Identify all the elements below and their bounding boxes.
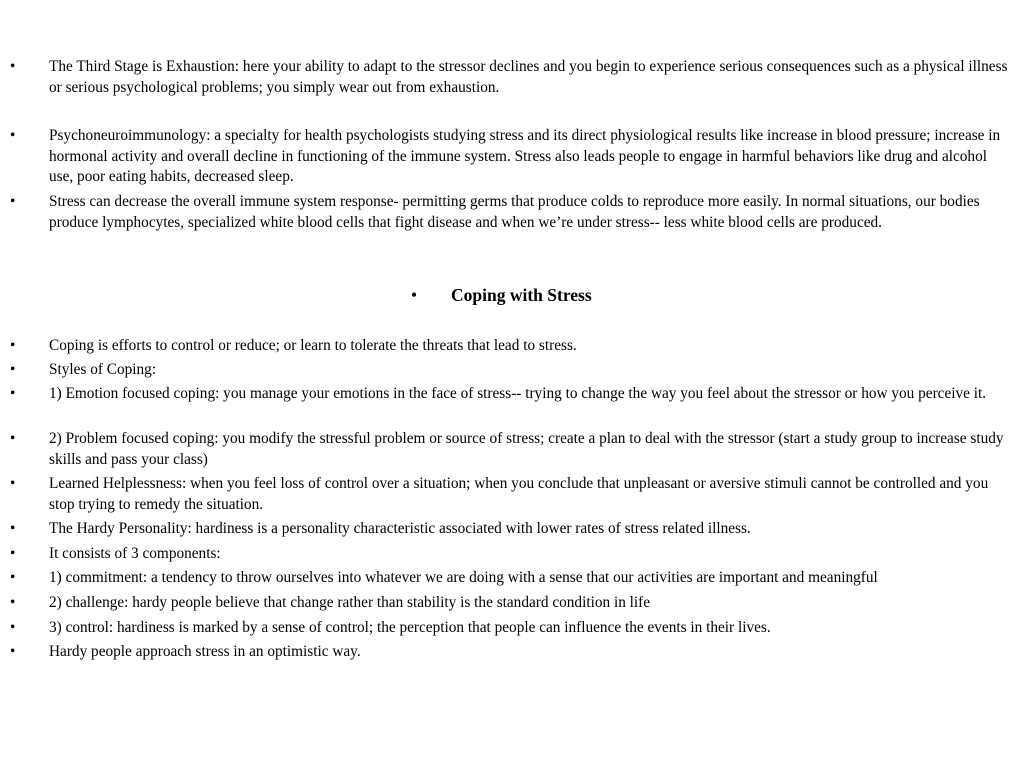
list-item-text: 2) Problem focused coping: you modify the stressful problem or source of stress; create a plan to deal with the stressor (start a study group to increase study skills and pass your class): [49, 430, 1004, 468]
bullet: •: [10, 594, 16, 611]
bullet: •: [10, 569, 16, 586]
bullet: •: [10, 475, 16, 492]
bullet: •: [10, 643, 16, 660]
bullet: •: [411, 285, 418, 305]
bullet: •: [10, 430, 16, 447]
section-heading-text: Coping with Stress: [451, 285, 592, 305]
list-item-text: The Third Stage is Exhaustion: here your ability to adapt to the stressor declines and you begin to experience serious consequences such as a physical illness or serious psychological problems; you simply wear out from exhaustion.: [49, 58, 1008, 96]
bullet: •: [10, 361, 16, 378]
bullet: •: [10, 127, 16, 144]
bullet: •: [10, 337, 16, 354]
list-item-text: 2) challenge: hardy people believe that change rather than stability is the standard condition in life: [49, 594, 651, 611]
list-item-text: 1) commitment: a tendency to throw ourselves into whatever we are doing with a sense that our activities are important and meaningful: [49, 569, 878, 586]
bullet: •: [10, 385, 16, 402]
list-item-text: The Hardy Personality: hardiness is a personality characteristic associated with lower rates of stress related illness.: [49, 520, 751, 537]
list-item-text: 3) control: hardiness is marked by a sense of control; the perception that people can influence the events in their lives.: [49, 619, 771, 636]
list-item-text: Coping is efforts to control or reduce; or learn to tolerate the threats that lead to stress.: [49, 337, 577, 354]
bullet: •: [10, 520, 16, 537]
bullet: •: [10, 58, 16, 75]
list-item-text: Stress can decrease the overall immune system response- permitting germs that produce colds to reproduce more easily. In normal situations, our bodies produce lymphocytes, specialized white blood cells that fight disease and when we’re under stress-- less white blood cells are produced.: [49, 193, 980, 231]
bullet: •: [10, 193, 16, 210]
list-item-text: Hardy people approach stress in an optimistic way.: [49, 643, 361, 660]
list-item-text: Psychoneuroimmunology: a specialty for health psychologists studying stress and its direct physiological results like increase in blood pressure; increase in hormonal activity and overall decline in functioning of the immune system. Stress also leads people to engage in harmful behaviors like drug and alcohol use, poor eating habits, decreased sleep.: [49, 127, 1001, 185]
list-item-text: Learned Helplessness: when you feel loss of control over a situation; when you conclude that unpleasant or aversive stimuli cannot be controlled and you stop trying to remedy the situation.: [49, 475, 989, 513]
section-heading: [0, 284, 1024, 308]
list-item-text: It consists of 3 components:: [49, 545, 221, 562]
bullet: •: [10, 545, 16, 562]
bullet: •: [10, 619, 16, 636]
list-item-text: Styles of Coping:: [49, 361, 157, 378]
list-item-text: 1) Emotion focused coping: you manage your emotions in the face of stress-- trying to change the way you feel about the stressor or how you perceive it.: [49, 385, 987, 402]
